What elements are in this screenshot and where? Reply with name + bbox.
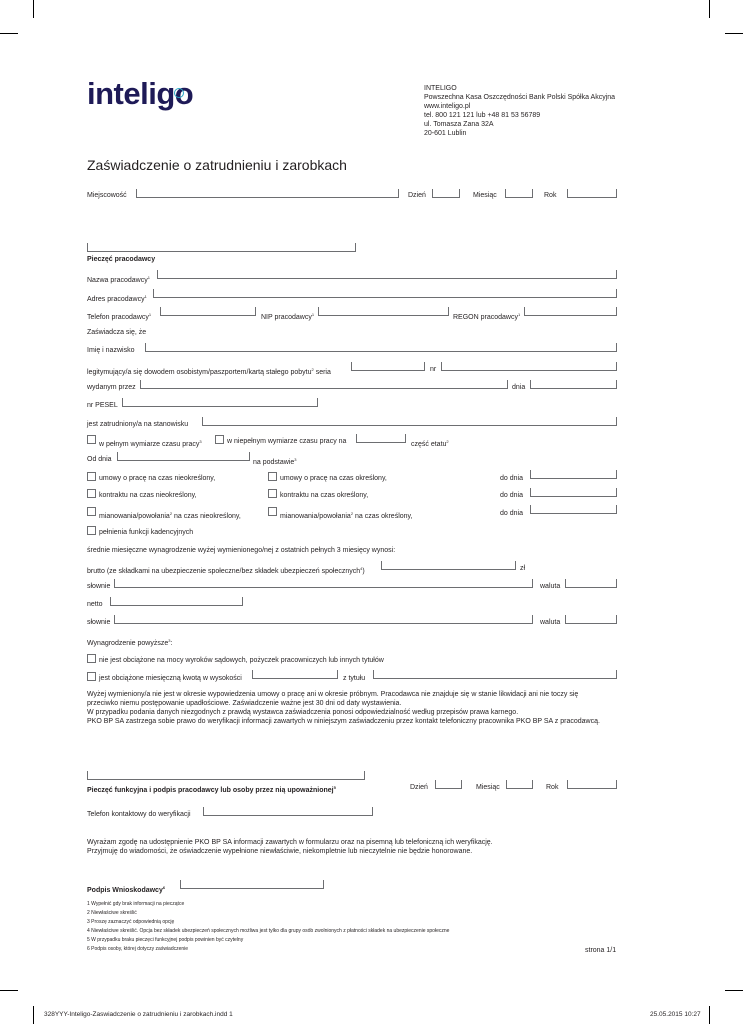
regon-field[interactable]: [524, 307, 617, 316]
encumbered-label: jest obciążone miesięczną kwotą w wysokości: [99, 675, 242, 682]
issued-by-label: wydanym przez: [87, 384, 136, 391]
salary-intro: średnie miesięczne wynagrodzenie wyżej wymienionego/nej z ostatnich pełnych 3 miesięcy wynosi:: [87, 547, 396, 554]
footnote-4: 4 Niewłaściwe skreślić. Opcja bez składek ubezpieczeń społecznych możliwa jest tylko dla grupy osób zwolnionych z płatności składek na ubezpieczenie społeczne: [87, 928, 450, 934]
pesel-label: nr PESEL: [87, 402, 118, 409]
statement-line-3: W przypadku podania danych niezgodnych z prawdą wystawca zaświadczenia ponosi odpowiedzialność według przepisów prawa karnego.: [87, 709, 519, 716]
issued-on-label: dnia: [512, 384, 526, 391]
company-full-name: Powszechna Kasa Oszczędności Bank Polski Spółka Akcyjna: [424, 94, 616, 101]
encumbered-amount-field[interactable]: [252, 670, 338, 679]
employer-phone-field[interactable]: [160, 307, 256, 316]
statement-line-1: Wyżej wymieniony/a nie jest w okresie wypowiedzenia umowy o pracę ani w okresie próbnym. Pracodawca nie znajduje się w stanie likwidacji ani nie toczy się: [87, 691, 579, 698]
employer-signature-label: Pieczęć funkcyjna i podpis pracodawcy lub osoby przez nią upoważnionej$^5$: [87, 785, 336, 794]
day-label: Dzień: [408, 192, 426, 199]
employer-phone-label: Telefon pracodawcy$^1$: [87, 312, 152, 321]
fullname-field[interactable]: [145, 343, 617, 352]
company-street: ul. Tomasza Zana 32A: [424, 121, 494, 128]
id-number-field[interactable]: [441, 362, 617, 371]
employer-name-field[interactable]: [157, 270, 617, 279]
employer-address-label: Adres pracodawcy$^1$: [87, 294, 147, 303]
regon-label: REGON pracodawcy$^1$: [453, 312, 521, 321]
place-label: Miejscowość: [87, 192, 127, 199]
consent-line-2: Przyjmuję do wiadomości, że oświadczenie wypełnione niewłaściwie, niekompletnie lub nieczytelnie nie będzie honorowane.: [87, 848, 473, 855]
sign-month-label: Miesiąc: [476, 784, 500, 791]
day-field[interactable]: [432, 189, 460, 198]
contract-fixed-label: umowy o pracę na czas określony,: [280, 475, 387, 482]
parttime-fraction-field[interactable]: [356, 434, 406, 443]
document-title: Zaświadczenie o zatrudnieniu i zarobkach: [87, 157, 347, 173]
net-words-label: słownie: [87, 619, 111, 626]
issued-on-field[interactable]: [530, 380, 617, 389]
nip-label: NIP pracodawcy$^1$: [261, 312, 315, 321]
footnote-5: 5 W przypadku braku pieczęci funkcyjnej podpis powinien być czytelny: [87, 937, 244, 943]
crop-mark: [0, 990, 18, 991]
statement-line-2: przeciwko niemu postępowanie upadłościowe. Zaświadczenie ważne jest 30 dni od daty wystawienia.: [87, 700, 402, 707]
company-name: INTELIGO: [424, 85, 457, 92]
contract-indef-label: kontraktu na czas nieokreślony,: [99, 492, 197, 499]
id-doc-label: legitymujący/a się dowodem osobistym/paszportem/kartą stałego pobytu$^2$ seria: [87, 367, 331, 376]
fraction-label: część etatu$^2$: [411, 439, 449, 448]
footnote-2: 2 Niewłaściwe skreślić: [87, 910, 137, 916]
sign-year-field[interactable]: [567, 780, 617, 789]
place-field[interactable]: [136, 189, 399, 198]
currency-zl-label: zł: [520, 565, 526, 572]
month-field[interactable]: [505, 189, 533, 198]
not-encumbered-checkbox[interactable]: [87, 654, 96, 663]
id-series-field[interactable]: [351, 362, 425, 371]
contract-def-label: kontraktu na czas określony,: [280, 492, 369, 499]
until-field-1[interactable]: [530, 470, 617, 479]
id-number-label: nr: [430, 366, 437, 373]
contract-permanent-label: umowy o pracę na czas nieokreślony,: [99, 475, 216, 482]
gross-field[interactable]: [381, 561, 516, 570]
net-currency-field[interactable]: [565, 615, 617, 624]
from-day-field[interactable]: [117, 452, 250, 461]
position-field[interactable]: [202, 417, 617, 426]
certifies-label: Zaświadcza się, że: [87, 329, 147, 336]
appointment-indef-checkbox[interactable]: [87, 507, 96, 516]
year-label: Rok: [544, 192, 557, 199]
footnote-6: 6 Podpis osoby, której dotyczy zaświadczenie: [87, 946, 189, 952]
date-slug: 25.05.2015 10:27: [650, 1011, 701, 1018]
consent-line-1: Wyrażam zgodę na udostępnienie PKO BP SA informacji zawartych w formularzu oraz na pisemną lub telefoniczną ich weryfikację.: [87, 839, 493, 846]
not-encumbered-label: nie jest obciążone na mocy wyroków sądowych, pożyczek pracowniczych lub innych tytułów: [99, 657, 384, 664]
logo-ring-icon: [174, 88, 184, 98]
cadency-label: pełnienia funkcji kadencyjnych: [99, 529, 194, 536]
until-label: do dnia: [500, 492, 523, 499]
verify-phone-field[interactable]: [203, 807, 373, 816]
net-label: netto: [87, 601, 103, 608]
footnote-3: 3 Proszę zaznaczyć odpowiednią opcję: [87, 919, 175, 925]
until-label: do dnia: [500, 475, 523, 482]
fulltime-checkbox[interactable]: [87, 435, 96, 444]
month-label: Miesiąc: [473, 192, 497, 199]
issued-by-field[interactable]: [140, 380, 508, 389]
contract-indef-checkbox[interactable]: [87, 489, 96, 498]
salary-above-label: Wynagrodzenie powyższe$^3$:: [87, 638, 173, 647]
file-slug: 328YYY-Inteligo-Zaswiadczenie o zatrudnieniu i zarobkach.indd 1: [44, 1011, 233, 1018]
crop-mark: [725, 990, 743, 991]
currency-label: waluta: [540, 619, 561, 626]
crop-mark: [0, 33, 18, 34]
currency-label: waluta: [540, 583, 561, 590]
crop-mark: [33, 1006, 34, 1024]
company-city: 20-601 Lublin: [424, 130, 467, 137]
encumbered-checkbox[interactable]: [87, 672, 96, 681]
contract-fixed-checkbox[interactable]: [268, 472, 277, 481]
appointment-indef-label: mianowania/powołania$^2$ na czas nieokreślony,: [99, 511, 241, 520]
crop-mark: [709, 0, 710, 18]
employer-address-field[interactable]: [153, 289, 617, 298]
employer-signature-field[interactable]: [87, 771, 365, 780]
contract-def-checkbox[interactable]: [268, 489, 277, 498]
gross-currency-field[interactable]: [565, 579, 617, 588]
crop-mark: [709, 1006, 710, 1024]
net-words-field[interactable]: [114, 615, 533, 624]
title-label: z tytułu: [343, 675, 366, 682]
gross-words-label: słownie: [87, 583, 111, 590]
gross-label: brutto (ze składkami na ubezpieczenie społeczne/bez składek ubezpieczeń społecznych$^4$): [87, 566, 365, 575]
company-phone: tel. 800 121 121 lub +48 81 53 56789: [424, 112, 541, 119]
inteligo-logo: [87, 76, 193, 112]
logo-text: inteligo: [87, 76, 194, 111]
crop-mark: [33, 0, 34, 18]
sign-day-field[interactable]: [435, 780, 462, 789]
fulltime-label: w pełnym wymiarze czasu pracy$^3$: [99, 439, 202, 448]
net-field[interactable]: [110, 597, 243, 606]
encumbered-title-field[interactable]: [373, 670, 617, 679]
position-label: jest zatrudniony/a na stanowisku: [87, 421, 189, 428]
year-field[interactable]: [567, 189, 617, 198]
until-field-3[interactable]: [530, 505, 617, 514]
page-number: strona 1/1: [585, 947, 617, 954]
gross-words-field[interactable]: [114, 579, 533, 588]
company-website: www.inteligo.pl: [424, 103, 471, 110]
fullname-label: Imię i nazwisko: [87, 347, 135, 354]
statement-line-4: PKO BP SA zastrzega sobie prawo do weryfikacji informacji zawartych w niniejszym zaświadczeniu przez kontakt telefoniczny pracownika PKO BP SA z pracodawcą.: [87, 718, 600, 725]
sign-year-label: Rok: [546, 784, 559, 791]
employer-stamp-label: Pieczęć pracodawcy: [87, 256, 156, 263]
crop-mark: [725, 33, 743, 34]
basis-label: na podstawie$^3$: [253, 457, 297, 466]
from-day-label: Od dnia: [87, 456, 112, 463]
parttime-label: w niepełnym wymiarze czasu pracy na: [227, 438, 347, 445]
employer-stamp-field[interactable]: [87, 243, 356, 252]
until-label: do dnia: [500, 510, 523, 517]
appointment-def-label: mianowania/powołania$^2$ na czas określony,: [280, 511, 413, 520]
cadency-checkbox[interactable]: [87, 526, 96, 535]
applicant-signature-label: Podpis Wnioskodawcy$^6$: [87, 885, 166, 894]
sign-day-label: Dzień: [410, 784, 428, 791]
nip-field[interactable]: [318, 307, 449, 316]
appointment-def-checkbox[interactable]: [268, 507, 277, 516]
sign-month-field[interactable]: [506, 780, 533, 789]
verify-phone-label: Telefon kontaktowy do weryfikacji: [87, 811, 191, 818]
until-field-2[interactable]: [530, 488, 617, 497]
employer-name-label: Nazwa pracodawcy$^1$: [87, 275, 150, 284]
applicant-signature-field[interactable]: [180, 880, 324, 889]
pesel-field[interactable]: [122, 398, 318, 407]
parttime-checkbox[interactable]: [215, 435, 224, 444]
contract-permanent-checkbox[interactable]: [87, 472, 96, 481]
footnote-1: 1 Wypełnić gdy brak informacji na pieczątce: [87, 901, 185, 907]
